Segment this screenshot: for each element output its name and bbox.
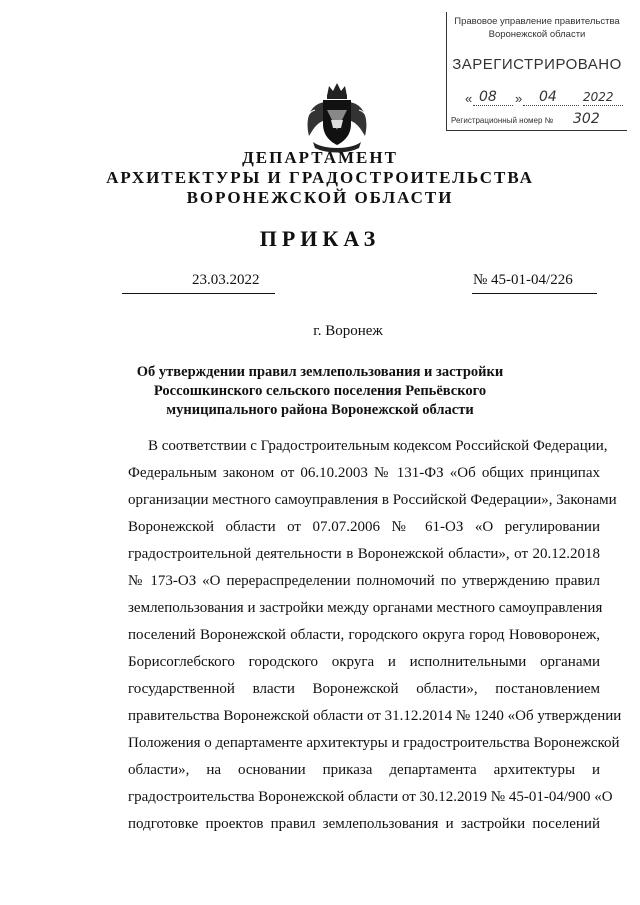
order-number: № 45-01-04/226 xyxy=(473,272,573,288)
body-line: области», на основании приказа департамента архитектуры и xyxy=(128,762,600,778)
department-title-line2: АРХИТЕКТУРЫ И ГРАДОСТРОИТЕЛЬСТВА xyxy=(106,168,534,187)
registration-stamp xyxy=(446,12,627,131)
stamp-status: ЗАРЕГИСТРИРОВАНО xyxy=(452,56,622,73)
order-subject: Об утверждении правил землепользования и застройки Россошкинского сельского поселения Репьёвского муниципального района Воронежской области xyxy=(136,364,504,418)
stamp-date xyxy=(451,90,623,110)
body-line: градостроительства Воронежской области от 30.12.2019 № 45-01-04/900 «О xyxy=(128,789,613,805)
stamp-reg-number: 302 xyxy=(573,111,600,127)
order-date: 23.03.2022 xyxy=(192,272,260,288)
stamp-reg-number-row xyxy=(451,111,623,132)
body-line: правительства Воронежской области от 31.12.2014 № 1240 «Об утверждении xyxy=(128,708,622,724)
document-type-title: ПРИКАЗ xyxy=(259,226,381,251)
stamp-day: 08 xyxy=(479,89,497,105)
stamp-quote-close: » xyxy=(515,91,523,106)
body-line: Воронежской области от 07.07.2006 № 61-ОЗ «О регулировании xyxy=(128,519,600,535)
body-line: поселений Воронежской области, городского округа город Нововоронеж, xyxy=(128,627,600,643)
order-date-underline xyxy=(122,293,275,294)
body-line: подготовке проектов правил землепользования и застройки поселений xyxy=(128,816,600,832)
stamp-org-line1: Правовое управление правительства xyxy=(454,16,620,27)
stamp-reg-label: Регистрационный номер № xyxy=(451,116,554,125)
body-line: Положения о департаменте архитектуры и градостроительства Воронежской xyxy=(128,735,620,751)
body-line: Федеральным законом от 06.10.2003 № 131-ФЗ «Об общих принципах xyxy=(128,465,600,481)
department-title-line1: ДЕПАРТАМЕНТ xyxy=(242,148,398,167)
body-line: Борисоглебского городского округа и исполнительными органами xyxy=(128,654,600,670)
order-body xyxy=(128,433,622,838)
order-number-underline xyxy=(472,293,597,294)
body-line: В соответствии с Градостроительным кодексом Российской Федерации, xyxy=(148,438,608,454)
department-title-line3: ВОРОНЕЖСКОЙ ОБЛАСТИ xyxy=(186,188,454,207)
body-line: № 173-ОЗ «О перераспределении полномочий по утверждению правил xyxy=(128,573,600,589)
stamp-quote-open: « xyxy=(465,91,473,106)
body-line: землепользования и застройки между органами местного самоуправления xyxy=(128,600,603,616)
stamp-month: 04 xyxy=(539,89,557,105)
stamp-year: 2022 xyxy=(583,90,614,104)
body-line: государственной власти Воронежской области», постановлением xyxy=(128,681,600,697)
stamp-org-line2: Воронежской области xyxy=(488,29,586,40)
voronezh-coat-of-arms-icon xyxy=(303,80,371,156)
body-line: градостроительной деятельности в Воронежской области», от 20.12.2018 xyxy=(128,546,600,562)
body-line: организации местного самоуправления в Российской Федерации», Законами xyxy=(128,492,617,508)
order-city: г. Воронеж xyxy=(313,323,383,339)
